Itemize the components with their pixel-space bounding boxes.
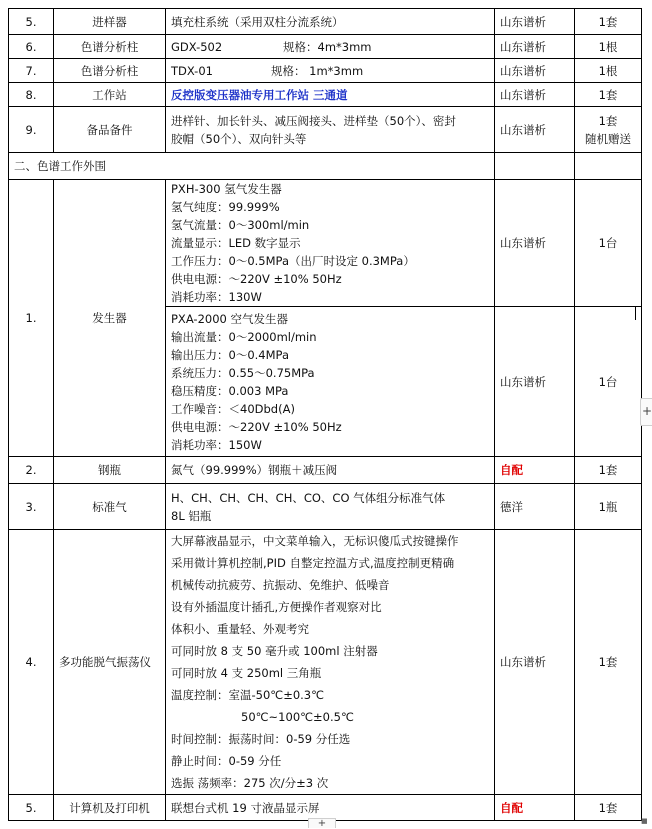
item-qty: 1台 [575,180,642,307]
row-number: 9. [9,107,54,153]
table-row [9,107,642,153]
spec-line: 时间控制：振荡时间：0-59 分任选 [171,732,351,746]
spec-line: 采用微计算机控制,PID 自整定控温方式,温度控制更精确 [171,556,455,570]
equipment-table [8,8,642,821]
spec-line: 消耗功率：130W [171,290,262,304]
table-row [9,484,642,530]
item-maker: 德洋 [495,484,575,530]
item-spec: 氮气（99.999%）钢瓶＋减压阀 [166,457,495,484]
row-number: 3. [9,484,54,530]
item-spec [166,107,495,153]
spec-line: 系统压力：0.55～0.75MPa [171,365,315,380]
table-row [9,9,642,35]
row-number: 4. [9,530,54,795]
item-name: 计算机及打印机 [54,795,166,821]
item-maker: 山东谱析 [495,35,575,59]
empty-cell [495,153,575,180]
self-provided-label: 自配 [500,463,523,477]
table-row [9,35,642,59]
air-generator-spec [166,307,495,457]
item-spec: 填充柱系统（采用双柱分流系统） [166,9,495,35]
item-qty: 1套 [575,795,642,821]
item-qty: 1根 [575,59,642,83]
spec-line: 工作压力：0～0.5MPa（出厂时设定 0.3MPa） [171,254,415,268]
item-spec [166,530,495,795]
item-qty: 1套 [575,9,642,35]
spec-line: 胶帽（50个）、双向针头等 [171,131,307,146]
item-name: 多功能脱气振荡仪 [54,530,166,795]
table-row [9,530,642,795]
item-spec [166,59,495,83]
spec-line: 8L 铝瓶 [171,508,212,523]
spec-line: 输出流量：0～2000ml/min [171,329,317,344]
item-maker: 山东谱析 [495,9,575,35]
item-qty: 1套 [575,457,642,484]
section-title: 二、色谱工作外围 [9,153,495,180]
section-header-row [9,153,642,180]
spec-line: 50℃~100℃±0.5℃ [241,710,354,724]
table-row [9,83,642,107]
item-name: 进样器 [54,9,166,35]
row-number: 2. [9,457,54,484]
table-row [9,180,642,307]
spec-line: 供电电源：～220V ±10% 50Hz [171,272,342,286]
spec-line: H、CH、CH、CH、CH、CO、CO 气体组分标准气体 [171,490,446,505]
spec-line: 稳压精度：0.003 MPa [171,383,289,398]
column-model: GDX-502 [171,39,223,54]
item-maker: 山东谱析 [495,107,575,153]
spec-line: 选振 荡频率：275 次/分±3 次 [171,776,329,790]
table-row [9,795,642,821]
spec-line: 供电电源：～220V ±10% 50Hz [171,419,342,434]
item-maker: 山东谱析 [495,83,575,107]
item-name: 钢瓶 [54,457,166,484]
item-qty: 1套 [575,83,642,107]
spec-line: PXA-2000 空气发生器 [171,311,288,326]
row-number: 8. [9,83,54,107]
item-name: 发生器 [54,180,166,457]
item-maker: 山东谱析 [495,180,575,307]
item-name: 色谱分析柱 [54,35,166,59]
item-name: 备品备件 [54,107,166,153]
item-maker [495,795,575,821]
row-number: 5. [9,795,54,821]
text-cursor [635,306,636,320]
table-row [9,457,642,484]
spec-line: 消耗功率：150W [171,437,262,452]
table-resize-handle[interactable]: ■ [641,817,648,825]
spec-line: 温度控制：室温-50℃±0.3℃ [171,688,325,702]
item-spec [166,484,495,530]
add-column-button[interactable]: + [640,398,652,426]
spec-line: 氢气纯度：99.999% [171,200,280,214]
spec-line: 体积小、重量轻、外观考究 [171,622,309,636]
item-maker: 山东谱析 [495,59,575,83]
item-qty: 1瓶 [575,484,642,530]
add-row-button[interactable]: + [308,818,336,828]
spec-line: 设有外插温度计插孔,方便操作者观察对比 [171,600,382,614]
spec-line: 输出压力：0～0.4MPa [171,347,289,362]
spec-line: 可同时放 8 支 50 毫升或 100ml 注射器 [171,644,378,658]
item-maker: 山东谱析 [495,530,575,795]
spec-line: PXH-300 氢气发生器 [171,182,282,196]
row-number: 5. [9,9,54,35]
item-name: 标准气 [54,484,166,530]
item-maker: 山东谱析 [495,307,575,457]
item-qty: 1台 [575,307,642,457]
self-provided-label: 自配 [500,800,523,815]
row-number: 6. [9,35,54,59]
item-spec: 联想台式机 19 寸液晶显示屏 [166,795,495,821]
spec-line: 流量显示：LED 数字显示 [171,236,301,250]
item-maker [495,457,575,484]
spec-line: 可同时放 4 支 250ml 三角瓶 [171,666,322,680]
empty-cell [575,153,642,180]
qty-line: 1套 [598,113,618,128]
item-qty [575,107,642,153]
item-name: 色谱分析柱 [54,59,166,83]
spec-line: 工作噪音：＜40Dbd(A) [171,401,295,416]
item-name: 工作站 [54,83,166,107]
item-qty: 1套 [575,530,642,795]
spec-line: 氢气流量：0～300ml/min [171,218,310,232]
spec-line: 机械传动抗疲劳、抗振动、免维护、低噪音 [171,578,390,592]
table-row [9,59,642,83]
column-size: 规格：4m*3mm [283,39,372,54]
row-number: 1. [9,180,54,457]
spec-line: 进样针、加长针头、减压阀接头、进样垫（50个）、密封 [171,113,456,128]
workstation-name: 反控版变压器油专用工作站 三通道 [171,87,348,102]
column-size: 规格： 1m*3mm [271,63,364,78]
column-model: TDX-01 [171,63,213,78]
item-spec [166,83,495,107]
item-spec [166,35,495,59]
row-number: 7. [9,59,54,83]
spec-line: 静止时间：0-59 分任 [171,754,282,768]
qty-line: 随机赠送 [585,131,631,146]
spec-line: 大屏幕液晶显示，中文菜单输入，无标识傻瓜式按键操作 [171,534,459,548]
hydrogen-generator-spec [166,180,495,307]
item-qty: 1根 [575,35,642,59]
